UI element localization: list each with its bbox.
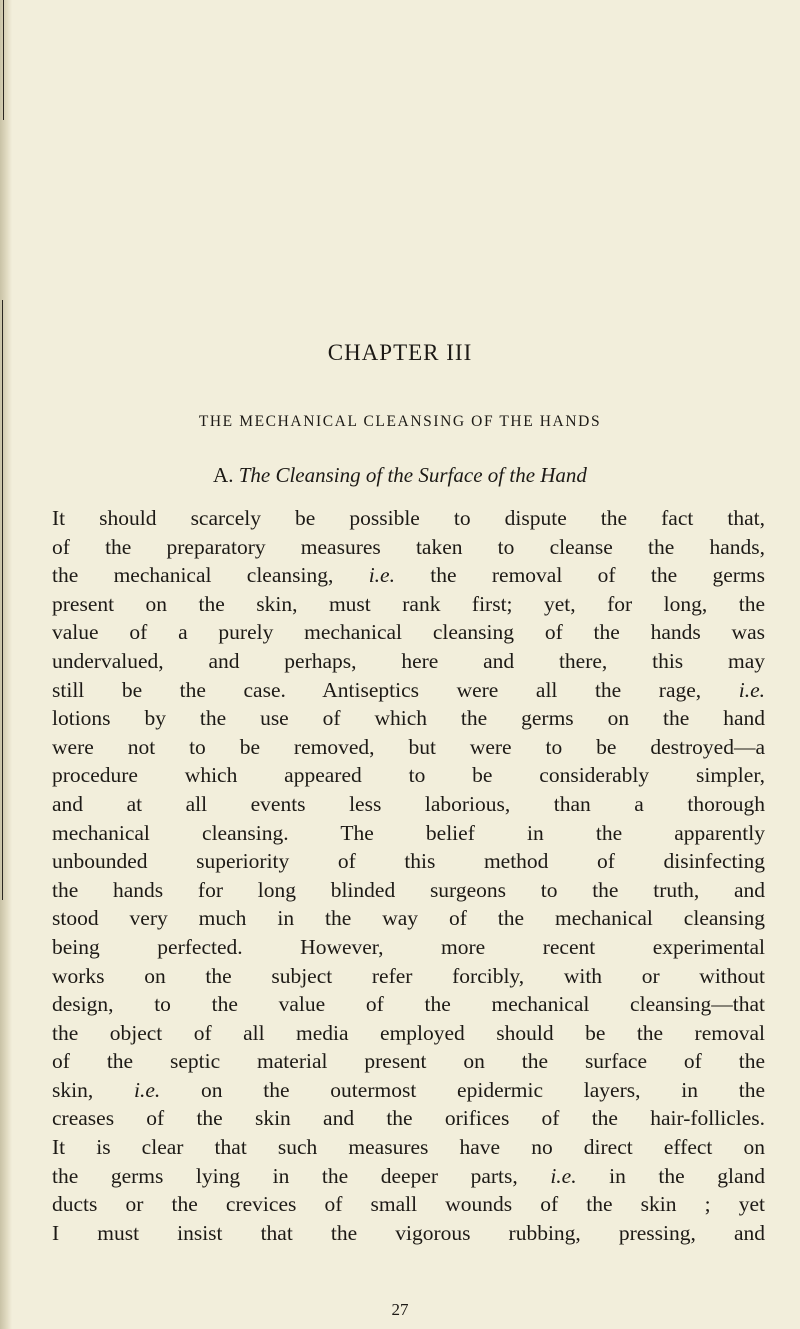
text-line: of the preparatory measures taken to cleanse the hands, [52, 534, 765, 559]
text-line: still be the case. Antiseptics were all the rage, i.e. [52, 677, 765, 702]
text-line: the hands for long blinded surgeons to the truth, and [52, 877, 765, 902]
text-line: and at all events less laborious, than a thorough [52, 791, 765, 816]
text-line: of the septic material present on the surface of the [52, 1049, 765, 1074]
text-line: being perfected. However, more recent experimental [52, 934, 765, 959]
section-letter: A. [213, 463, 234, 487]
text-line: works on the subject refer forcibly, with or without [52, 963, 765, 988]
abbreviation-ie: i.e. [368, 563, 395, 588]
chapter-heading: CHAPTER III [327, 340, 473, 365]
text-line: were not to be removed, but were to be destroyed—a [52, 734, 765, 759]
text-line: lotions by the use of which the germs on the hand [52, 706, 765, 731]
section-title: The Cleansing of the Surface of the Hand [238, 463, 587, 487]
text-line: skin, i.e. on the outermost epidermic layers, in the [52, 1077, 765, 1102]
chapter-title: THE MECHANICAL CLEANSING OF THE HANDS [198, 413, 602, 430]
abbreviation-ie: i.e. [550, 1163, 577, 1188]
text-line: the germs lying in the deeper parts, i.e. in the gland [52, 1163, 765, 1188]
text-line: design, to the value of the mechanical cleansing—that [52, 992, 765, 1017]
binding-line [2, 300, 3, 900]
text-line: the object of all media employed should be the removal [52, 1020, 765, 1045]
text-line: the mechanical cleansing, i.e. the removal of the germs [52, 563, 765, 588]
abbreviation-ie: i.e. [133, 1077, 161, 1102]
body-paragraph [52, 504, 765, 1247]
text-line: creases of the skin and the orifices of the hair-follicles. [52, 1106, 765, 1131]
page-number: 27 [391, 1300, 409, 1319]
text-line: procedure which appeared to be considerably simpler, [52, 763, 765, 788]
text-line: stood very much in the way of the mechanical cleansing [52, 906, 765, 931]
section-heading [50, 463, 750, 488]
binding-line [3, 0, 4, 120]
text-line: I must insist that the vigorous rubbing, pressing, and [52, 1220, 765, 1245]
text-line: unbounded superiority of this method of disinfecting [52, 849, 765, 874]
abbreviation-ie: i.e. [738, 677, 765, 702]
text-line: undervalued, and perhaps, here and there, this may [52, 648, 765, 673]
text-line: present on the skin, must rank first; yet, for long, the [52, 591, 765, 616]
text-line: It is clear that such measures have no direct effect on [52, 1135, 765, 1160]
text-line: mechanical cleansing. The belief in the apparently [52, 820, 765, 845]
text-line: value of a purely mechanical cleansing of the hands was [52, 620, 765, 645]
text-line: ducts or the crevices of small wounds of the skin ; yet [52, 1192, 765, 1217]
text-line: It should scarcely be possible to dispute the fact that, [52, 506, 765, 530]
